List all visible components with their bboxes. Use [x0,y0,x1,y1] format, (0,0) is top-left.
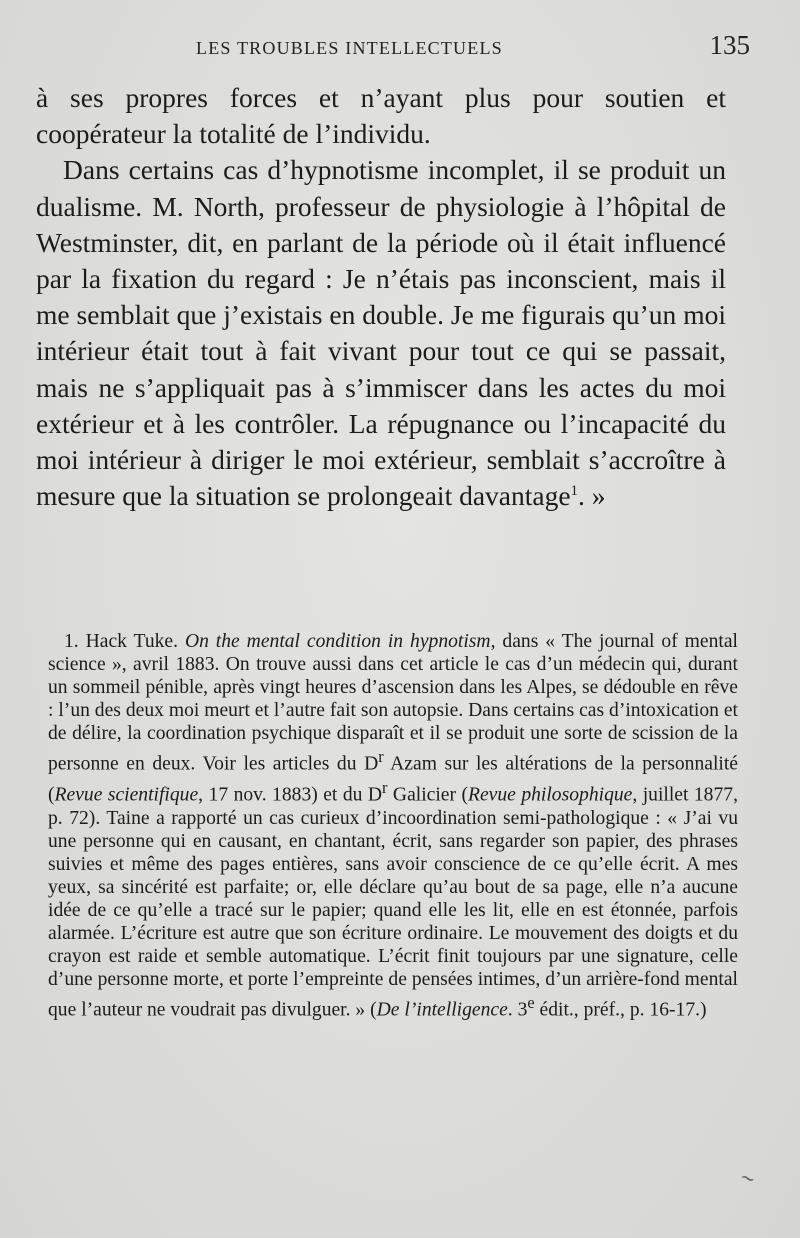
page-number: 135 [709,30,750,60]
footnote-1 [48,630,738,1022]
footnote-dr-sup-1: r [378,747,384,767]
paragraph-1: à ses propres forces et n’ayant plus pour soutien et coopérateur la totalité de l’individu. [36,82,726,150]
main-text [36,80,726,514]
paragraph-2 [36,152,726,514]
footnote-text-4: Galicier ( [387,784,469,806]
footnote-journal-1: Revue scientifique [54,784,199,806]
footnote-author: Hack Tuke. [85,631,185,652]
footnote-book-title: De l’intelligence [376,1000,508,1021]
footnote-number: 1. [64,631,86,652]
footnote-reference: 1 [570,483,579,500]
footnote-article-title: On the mental condition in hypnotism [184,631,491,652]
footnote-text-6: . 3 [507,1000,528,1021]
footnote-text-7: édit., préf., p. 16-17.) [534,1000,707,1021]
running-head: LES TROUBLES INTELLECTUELS [196,38,503,58]
footnote-text-1: , dans « The journal of mental science », avril 1883. On trouve aussi dans cet article le cas d’un médecin qui, durant un sommeil pénible, après vingt heures d’ascension dans les Alpes, se dédouble en rêve : l’un des deux moi meurt et l’autre fait son autopsie. Dans certains cas d’intoxication et de délire, la coordination psychique disparaît et il se produit une sorte de scission de la personne en deux. Voir les articles du D [48,631,738,775]
paragraph-2-text: Dans certains cas d’hypnotisme incomplet, il se produit un dualisme. M. North, professeur de physiologie à l’hôpital de Westminster, dit, en parlant de la période où il était influencé par la fixation du regard : Je n’étais pas inconscient, mais il me semblait que j’existais en double. Je me figurais qu’un moi intérieur était tout à fait vivant pour tout ce qui se passait, mais ne s’appliquait pas à s’immiscer dans les actes du moi extérieur et à les contrôler. La répugnance ou l’incapacité du moi intérieur à diriger le moi extérieur, semblait s’accroître à mesure que la situation se prolongeait davantage [36,154,726,512]
page-header [36,30,750,70]
footnote-dr-sup-2: r [382,778,388,798]
margin-mark: ~ [736,1166,759,1191]
footnote-section [48,630,738,1022]
footnote-edition-sup: e [527,993,535,1013]
footnote-journal-2: Revue philosophique [468,784,633,806]
footnote-text-2: Azam sur les altérations de la personnalité ( [48,754,738,806]
paragraph-2-end: . » [578,480,606,512]
footnote-text-5: , juillet 1877, p. 72). Taine a rapporté un cas curieux d’incoordination semi-pathologique : « J’ai vu une personne qui en causant, en chantant, écrit, sans regarder son papier, des phrases suivies et même des pages entières, sans avoir conscience de ce qu’elle écrit. A mes yeux, sa sincérité est parfaite; or, elle déclare qu’au bout de sa page, elle n’a aucune idée de ce qu’elle a tracé sur le papier; quand elle les lit, elle en est étonnée, parfois alarmée. L’écriture est autre que son écriture ordinaire. Le mouvement des doigts et du crayon est raide et semble automatique. L’écrit finit toujours par une signature, celle d’une personne morte, et porte l’empreinte de pensées intimes, d’un arrière-fond mental que l’auteur ne voudrait pas divulguer. » ( [48,784,738,1021]
footnote-text-3: , 17 nov. 1883) et du D [198,784,383,806]
